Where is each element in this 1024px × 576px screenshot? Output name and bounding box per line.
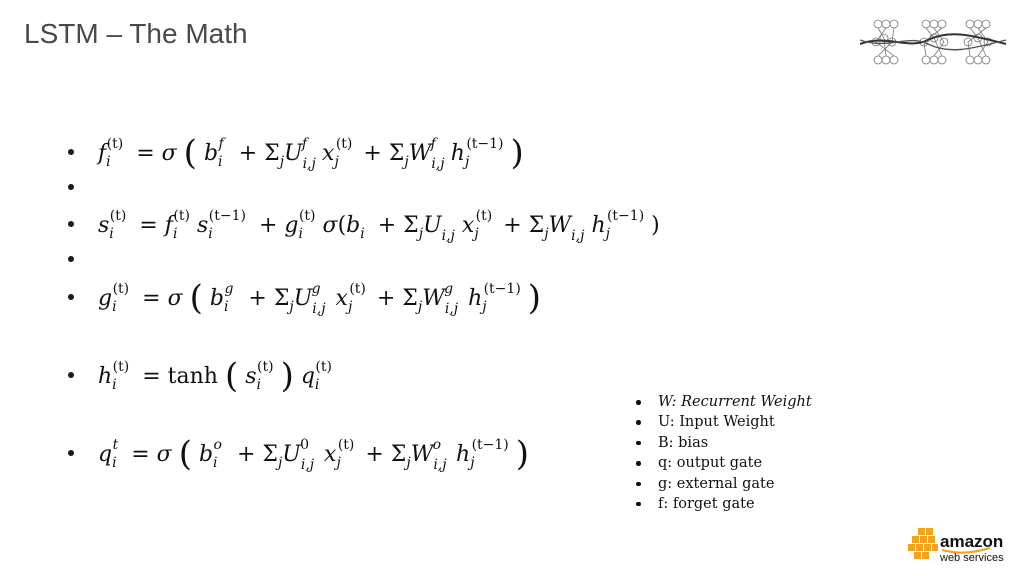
- equation-forget-gate: [68, 127, 668, 177]
- amazon-web-services-logo: [906, 526, 1012, 566]
- svg-text:gi(t) = σ (: $g_i(t)$ = σ ( $b_ig$ + $\Sigma_jU_{i,j}g$ $x_j(t)$ + $\Sigma_jW_{i,j}g$ $h_j(t-1)$ ): [98, 278, 542, 318]
- equation-hidden: [68, 350, 468, 400]
- legend-item: B: bias: [634, 433, 854, 453]
- svg-text:si(t) = fi(t): $s_i(t)$ = $f_i(t)$ $s_i(t-1)$ + $g_i(t)$ $\sigma(b_i$ + $\Sigma_jU_{i,j}$ $x_j(t)$ + $\Sigma_jW_{i,j}$ $h_j(t-1)$ ): [98, 208, 660, 244]
- svg-text:amazon: amazon: [940, 532, 1004, 551]
- svg-text:qit = σ (: $q_it$ = σ ( $b_io$ + $\Sigma_jU_{i,j}0$ $x_j(t)$ + $\Sigma_jW_{i,j}o$ $h_j(t-1)$ ): [98, 434, 530, 474]
- legend-item: U: Input Weight: [634, 412, 854, 432]
- legend-item: W: Recurrent Weight: [634, 392, 854, 412]
- svg-text:hi(t) = tanh (: $h_i(t)$ = tanh ( $s_i(t)$ ) $q_i(t)$: [98, 356, 332, 396]
- equation-output-gate: [68, 428, 668, 478]
- svg-text:web services: web services: [940, 552, 1004, 564]
- equation-state: [68, 199, 788, 249]
- legend-item: f: forget gate: [634, 494, 854, 514]
- bullet: [68, 450, 74, 456]
- bullet: [68, 372, 74, 378]
- network-diagram-thumbnail: [858, 14, 1008, 70]
- empty-bullet: [68, 184, 74, 190]
- bullet: [68, 221, 74, 227]
- legend-list: [634, 392, 854, 514]
- svg-text:fi(t) = σ (: $f_i(t)$ = σ ( $b_if$ + $\Sigma_jU_{i,j}f$ $x_j(t)$ + $\Sigma_jW_{i,j}f$ $h_j(t-1)$ ): [98, 133, 524, 173]
- empty-bullet: [68, 256, 74, 262]
- bullet: [68, 294, 74, 300]
- slide-title: LSTM – The Math: [24, 18, 248, 49]
- legend-item: g: external gate: [634, 474, 854, 494]
- bullet: [68, 149, 74, 155]
- equation-external-gate: [68, 272, 668, 322]
- legend-item: q: output gate: [634, 453, 854, 473]
